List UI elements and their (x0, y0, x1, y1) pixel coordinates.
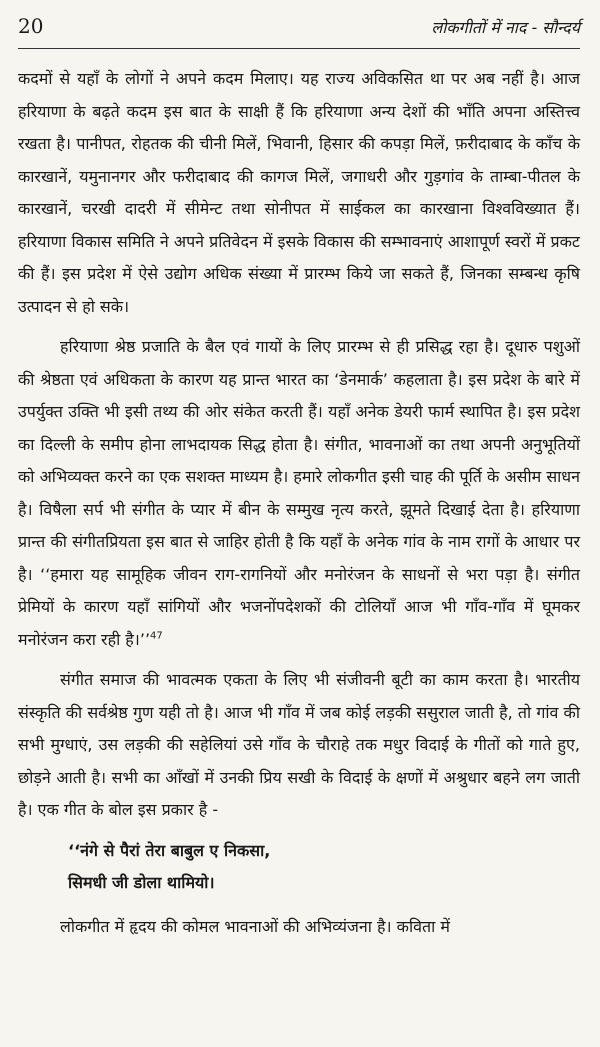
paragraph-3-text: संगीत समाज की भावत्मक एकता के लिए भी संजीवनी बूटी का काम करता है। भारतीय संस्कृति की सर्वश्रेष्ठ गुण यही तो है। आज भी गाँव में जब कोई लड़की ससुराल जाती है, तो गांव की सभी मुग्धाएं, उस लड़की की सहेलियां उसे गाँव के चौराहे तक मधुर विदाई के गीतों को गाते हुए, छोड़ने आती है। सभी का आँखों में उनकी प्रिय सखी के विदाई के क्षणों में अश्रुधार बहने लग जाती है। एक गीत के बोल इस प्रकार है - (18, 670, 580, 819)
closing-paragraph-text: लोकगीत में हृदय की कोमल भावनाओं की अभिव्यंजना है। कविता में (60, 916, 450, 936)
paragraph-2-text: हरियाणा श्रेष्ठ प्रजाति के बैल एवं गायों के लिए प्रारम्भ से ही प्रसिद्ध रहा है। दूधारु पशुओं की श्रेष्ठता एवं अधिकता के कारण यह प्रान्त भारत का ‘डेनमार्क’ कहलाता है। इस प्रदेश के बारे में उपर्युक्त उक्ति भी इसी तथ्य की ओर संकेत करती हैं। यहाँ अनेक डेयरी फार्म स्थापित है। इस प्रदेश का दिल्ली के समीप होना लाभदायक सिद्ध होता है। संगीत, भावनाओं का तथा अपनी अनुभूतियों को अभिव्यक्त करने का एक सशक्त माध्यम है। हमारे लोकगीत इसी चाह की पूर्ति के असीम साधन है। विषैला सर्प भी संगीत के प्यार में बीन के सम्मुख नृत्य करते, झूमते दिखाई देता है। हरियाणा प्रान्त की संगीतप्रियता इस बात से जाहिर होती है कि यहाँ के अनेक गांव के नाम रागों के आधार पर है। ‘‘हमारा यह सामूहिक जीवन राग-रागनियों और मनोरंजन के साधनों से भरा पड़ा है। संगीत प्रेमियों के कारण यहाँ सांगियों और भजनोंपदेशकों की टोलियाँ आज भी गाँव-गाँव में घूमकर मनोरंजन करा रही है।’’ (18, 337, 580, 649)
paragraph-2 (18, 331, 580, 656)
paragraph-1-text: कदमों से यहाँ के लोगों ने अपने कदम मिलाए। यह राज्य अविकसित था पर अब नहीं है। आज हरियाणा के बढ़ते कदम इस बात के साक्षी हैं कि हरियाणा अन्य देशों की भाँति अपना अस्तित्त्व रखता है। पानीपत, रोहतक की चीनी मिलें, भिवानी, हिसार की कपड़ा मिलें, फ़रीदाबाद के काँच के कारखानें, यमुनानगर और फरीदाबाद की कागज मिलें, जगाधरी और गुड़गांव के ताम्बा-पीतल के कारखानें, चरखी दादरी में सीमेन्ट तथा सोनीपत में साईकल का कारखाना विश्वविख्यात हैं। हरियाणा विकास समिति ने अपने प्रतिवेदन में इसके विकास की सम्भावनाएं आशापूर्ण स्वरों में प्रकट की हैं। इस प्रदेश में ऐसे उद्योग अधिक संख्या में प्रारम्भ किये जा सकते हैं, जिनका सम्बन्ध कृषि उत्पादन से हो सके। (18, 69, 580, 316)
paragraph-1 (18, 63, 580, 323)
paragraph-3 (18, 664, 580, 827)
body-text (18, 63, 580, 943)
closing-paragraph (18, 911, 580, 944)
footnote-marker: 47 (150, 630, 163, 642)
song-quote (68, 835, 580, 899)
page-header (18, 14, 580, 49)
quote-line-1: ‘‘नंगे से पैरां तेरा बाबुल ए निकसा, (68, 840, 271, 860)
page-number: 20 (18, 14, 44, 38)
running-head: लोकगीतों में नाद - सौन्दर्य (431, 18, 580, 37)
quote-line-2: सिमधी जी डोला थामियो। (68, 872, 215, 892)
